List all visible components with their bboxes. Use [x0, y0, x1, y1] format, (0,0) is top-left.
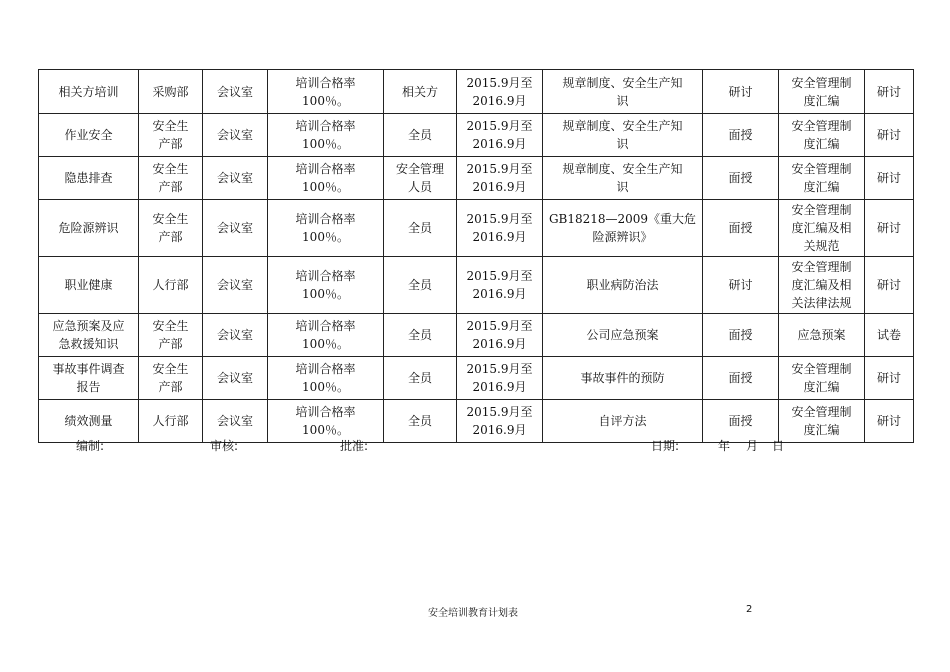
table-body — [39, 70, 914, 443]
period-cell: 2015.9月至 2016.9月 — [457, 200, 543, 257]
target-cell: 培训合格率 100％。 — [268, 200, 384, 257]
department-cell: 安全生 产部 — [139, 357, 203, 400]
reviewed-by-label: 审核: — [210, 439, 239, 453]
audience-cell: 全员 — [384, 114, 457, 157]
location-cell: 会议室 — [203, 314, 268, 357]
content-cell: 自评方法 — [543, 400, 703, 443]
material-cell: 安全管理制 度汇编 — [779, 357, 865, 400]
period-cell: 2015.9月至 2016.9月 — [457, 314, 543, 357]
table-row — [39, 200, 914, 257]
material-cell: 应急预案 — [779, 314, 865, 357]
topic-cell: 职业健康 — [39, 257, 139, 314]
table-row — [39, 257, 914, 314]
assessment-cell: 研讨 — [865, 70, 914, 114]
audience-cell: 全员 — [384, 314, 457, 357]
audience-cell: 全员 — [384, 357, 457, 400]
target-cell: 培训合格率 100％。 — [268, 257, 384, 314]
topic-cell: 相关方培训 — [39, 70, 139, 114]
target-cell: 培训合格率 100％。 — [268, 400, 384, 443]
material-cell: 安全管理制 度汇编及相 关规范 — [779, 200, 865, 257]
assessment-cell: 试卷 — [865, 314, 914, 357]
period-cell: 2015.9月至 2016.9月 — [457, 157, 543, 200]
method-cell: 面授 — [703, 314, 779, 357]
assessment-cell: 研讨 — [865, 400, 914, 443]
date-label: 日期: — [651, 439, 680, 453]
department-cell: 安全生 产部 — [139, 157, 203, 200]
audience-cell: 相关方 — [384, 70, 457, 114]
method-cell: 面授 — [703, 157, 779, 200]
table-row — [39, 70, 914, 114]
department-cell: 人行部 — [139, 400, 203, 443]
method-cell: 研讨 — [703, 70, 779, 114]
period-cell: 2015.9月至 2016.9月 — [457, 257, 543, 314]
content-cell: 职业病防治法 — [543, 257, 703, 314]
page-number: 2 — [746, 604, 753, 615]
method-cell: 面授 — [703, 400, 779, 443]
location-cell: 会议室 — [203, 157, 268, 200]
location-cell: 会议室 — [203, 357, 268, 400]
department-cell: 采购部 — [139, 70, 203, 114]
period-cell: 2015.9月至 2016.9月 — [457, 400, 543, 443]
table-row — [39, 157, 914, 200]
topic-cell: 事故事件调查 报告 — [39, 357, 139, 400]
method-cell: 面授 — [703, 114, 779, 157]
footer-title: 安全培训教育计划表 — [428, 608, 518, 619]
target-cell: 培训合格率 100％。 — [268, 314, 384, 357]
material-cell: 安全管理制 度汇编 — [779, 157, 865, 200]
location-cell: 会议室 — [203, 257, 268, 314]
training-plan-table — [38, 69, 914, 443]
material-cell: 安全管理制 度汇编及相 关法律法规 — [779, 257, 865, 314]
target-cell: 培训合格率 100％。 — [268, 114, 384, 157]
content-cell: GB18218—2009《重大危 险源辨识》 — [543, 200, 703, 257]
content-cell: 事故事件的预防 — [543, 357, 703, 400]
method-cell: 面授 — [703, 200, 779, 257]
assessment-cell: 研讨 — [865, 157, 914, 200]
topic-cell: 绩效测量 — [39, 400, 139, 443]
location-cell: 会议室 — [203, 114, 268, 157]
table-row — [39, 314, 914, 357]
topic-cell: 作业安全 — [39, 114, 139, 157]
content-cell: 公司应急预案 — [543, 314, 703, 357]
location-cell: 会议室 — [203, 200, 268, 257]
content-cell: 规章制度、安全生产知 识 — [543, 157, 703, 200]
assessment-cell: 研讨 — [865, 114, 914, 157]
content-cell: 规章制度、安全生产知 识 — [543, 70, 703, 114]
department-cell: 人行部 — [139, 257, 203, 314]
month-label: 月 — [746, 439, 759, 453]
department-cell: 安全生 产部 — [139, 314, 203, 357]
audience-cell: 全员 — [384, 400, 457, 443]
assessment-cell: 研讨 — [865, 357, 914, 400]
department-cell: 安全生 产部 — [139, 114, 203, 157]
day-label: 日 — [772, 439, 785, 453]
period-cell: 2015.9月至 2016.9月 — [457, 70, 543, 114]
table-row — [39, 114, 914, 157]
topic-cell: 应急预案及应 急救援知识 — [39, 314, 139, 357]
target-cell: 培训合格率 100％。 — [268, 70, 384, 114]
topic-cell: 危险源辨识 — [39, 200, 139, 257]
target-cell: 培训合格率 100％。 — [268, 157, 384, 200]
signoff-line — [0, 437, 950, 455]
target-cell: 培训合格率 100％。 — [268, 357, 384, 400]
audience-cell: 安全管理 人员 — [384, 157, 457, 200]
material-cell: 安全管理制 度汇编 — [779, 70, 865, 114]
period-cell: 2015.9月至 2016.9月 — [457, 357, 543, 400]
material-cell: 安全管理制 度汇编 — [779, 114, 865, 157]
approved-by-label: 批准: — [340, 439, 369, 453]
location-cell: 会议室 — [203, 400, 268, 443]
audience-cell: 全员 — [384, 257, 457, 314]
topic-cell: 隐患排查 — [39, 157, 139, 200]
material-cell: 安全管理制 度汇编 — [779, 400, 865, 443]
prepared-by-label: 编制: — [76, 439, 105, 453]
audience-cell: 全员 — [384, 200, 457, 257]
assessment-cell: 研讨 — [865, 257, 914, 314]
location-cell: 会议室 — [203, 70, 268, 114]
department-cell: 安全生 产部 — [139, 200, 203, 257]
assessment-cell: 研讨 — [865, 200, 914, 257]
content-cell: 规章制度、安全生产知 识 — [543, 114, 703, 157]
year-label: 年 — [718, 439, 731, 453]
period-cell: 2015.9月至 2016.9月 — [457, 114, 543, 157]
method-cell: 研讨 — [703, 257, 779, 314]
table-row — [39, 357, 914, 400]
method-cell: 面授 — [703, 357, 779, 400]
